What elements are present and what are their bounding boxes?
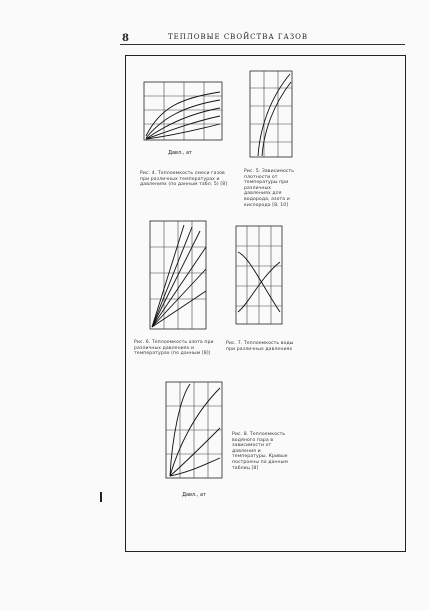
figure-4	[226, 222, 294, 352]
figure-1-caption: Рис. 4. Теплоемкость смеси газов при различных температурах и давлениях (по данным табл. 5) [8]	[140, 171, 228, 188]
margin-mark	[100, 492, 102, 502]
figure-2-caption: Рис. 5. Зависимость плотности от температуры при различных давлениях для водорода, азота и кислорода [8, 10]	[244, 169, 295, 208]
figure-1-xlabel: Давл., ат	[168, 150, 192, 156]
figure-3	[134, 217, 214, 357]
figure-2	[244, 68, 296, 208]
figure-5-xlabel: Давл., ат	[182, 492, 206, 498]
figure-1	[140, 78, 228, 188]
figure-4-plot	[230, 222, 288, 334]
running-title: ТЕПЛОВЫЕ СВОЙСТВА ГАЗОВ	[168, 33, 309, 41]
figure-3-caption: Рис. 6. Теплоемкость азота при различных давлениях и температурах (по данным [8])	[134, 340, 214, 357]
figure-1-plot	[140, 78, 225, 170]
figure-5	[160, 378, 228, 502]
figure-5-plot	[160, 378, 228, 502]
figure-5-caption: Рис. 8. Теплоемкость водяного пара в зависимости от давления и температуры. Кривые построены по данным таблиц [8]	[232, 432, 288, 471]
figure-3-plot	[144, 217, 210, 339]
page-number: 8	[122, 33, 129, 44]
header-rule	[120, 44, 405, 45]
figure-4-caption: Рис. 7. Теплоемкость воды при различных давлениях	[226, 341, 294, 352]
figure-2-plot	[246, 68, 296, 166]
